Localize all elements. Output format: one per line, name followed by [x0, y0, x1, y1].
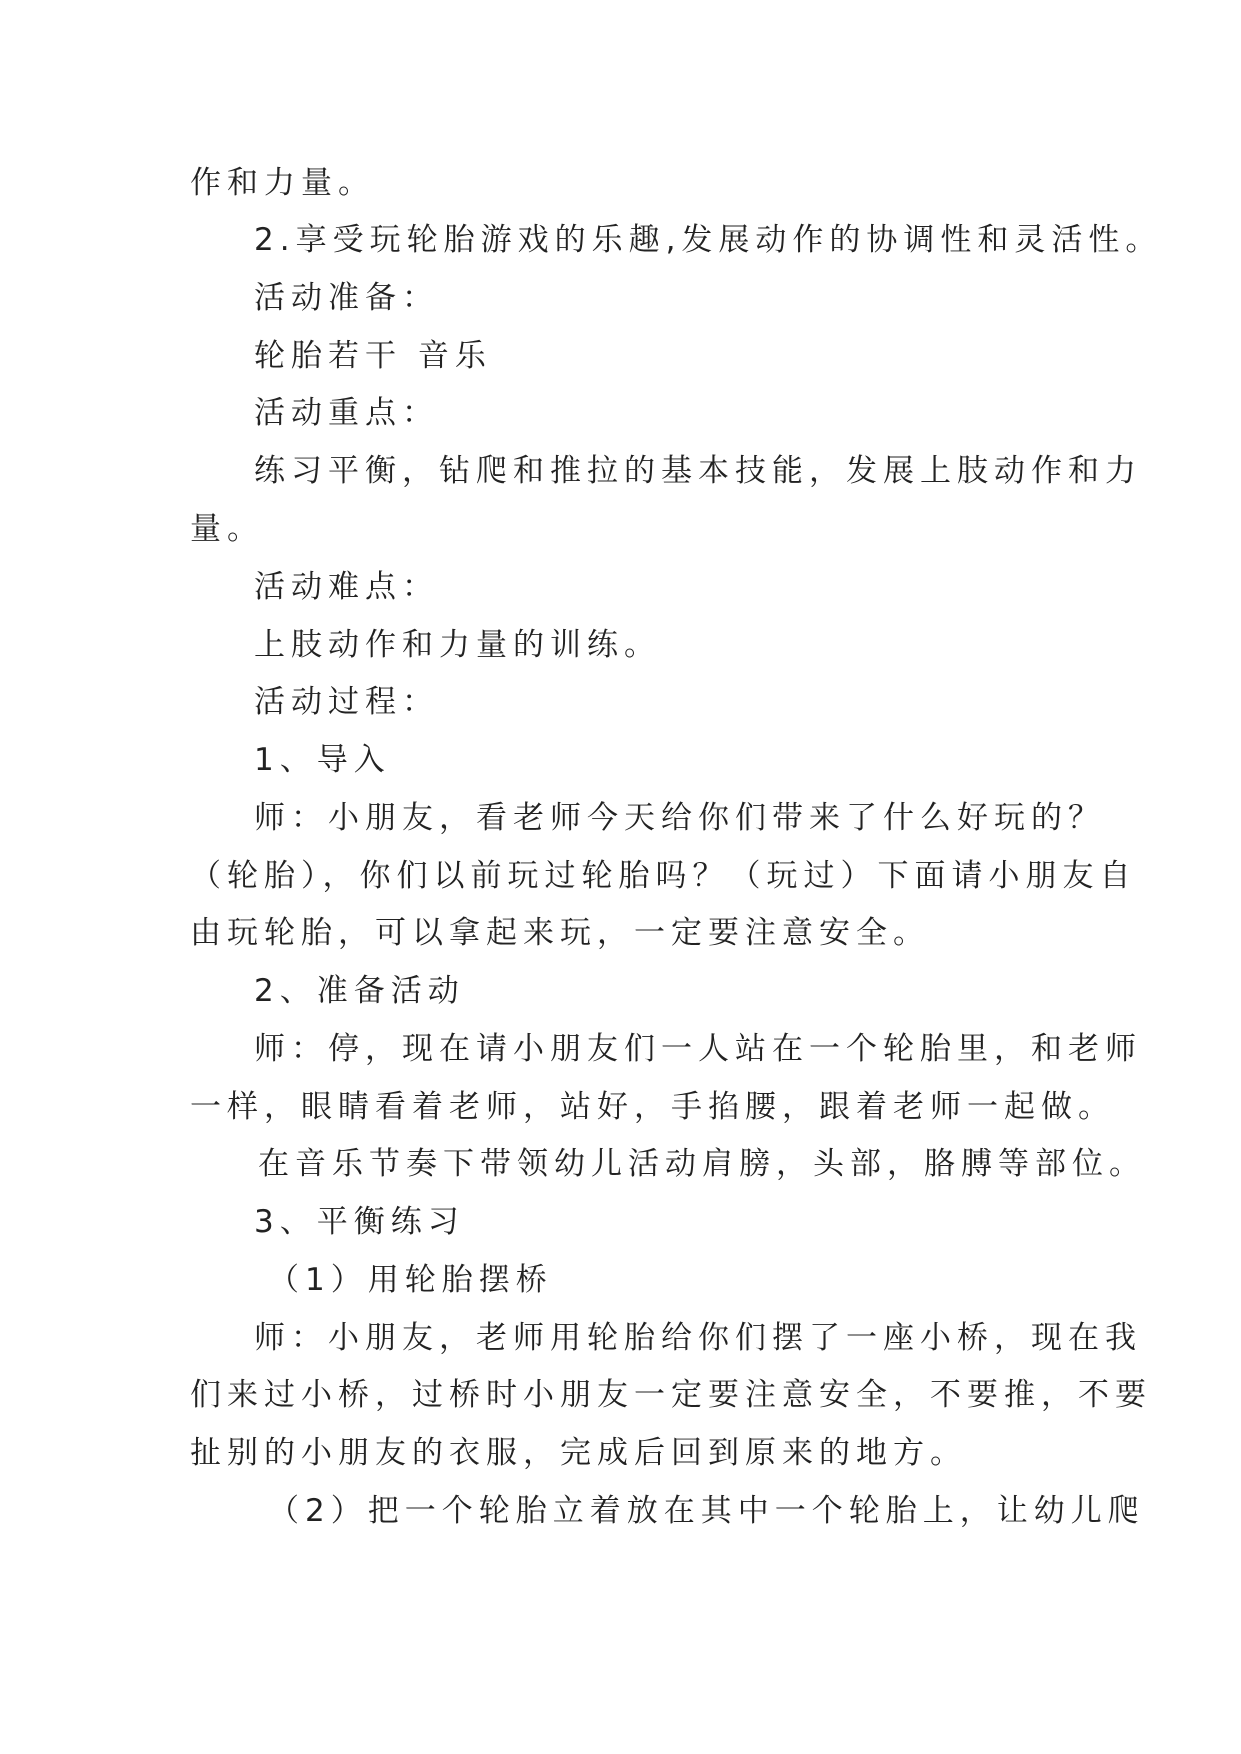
- text-line: 作和力量。: [190, 165, 375, 201]
- subsection-heading: 2、准备活动: [254, 973, 465, 1009]
- list-item-heading: （1）用轮胎摆桥: [268, 1262, 553, 1298]
- text-line: 一样，眼睛看着老师，站好，手掐腰，跟着老师一起做。: [190, 1089, 1115, 1125]
- section-heading: 活动准备：: [254, 280, 439, 316]
- subsection-heading: 3、平衡练习: [254, 1204, 465, 1240]
- text-line: 轮胎若干 音乐: [254, 338, 492, 374]
- text-line: 在音乐节奏下带领幼儿活动肩膀，头部，胳膊等部位。: [258, 1146, 1146, 1182]
- text-line: 2.享受玩轮胎游戏的乐趣,发展动作的协调性和灵活性。: [254, 222, 1163, 258]
- section-heading: 活动重点：: [254, 395, 439, 431]
- subsection-heading: 1、导入: [254, 742, 391, 778]
- text-line: 扯别的小朋友的衣服，完成后回到原来的地方。: [190, 1435, 967, 1471]
- section-heading: 活动难点：: [254, 569, 439, 605]
- text-line: 量。: [190, 511, 264, 547]
- text-line: 上肢动作和力量的训练。: [254, 627, 661, 663]
- text-line: 们来过小桥，过桥时小朋友一定要注意安全，不要推，不要: [190, 1377, 1152, 1413]
- text-line: 师：小朋友，看老师今天给你们带来了什么好玩的？: [254, 800, 1105, 836]
- section-heading: 活动过程：: [254, 684, 439, 720]
- text-line: 师：停，现在请小朋友们一人站在一个轮胎里，和老师: [254, 1031, 1142, 1067]
- text-line: 练习平衡，钻爬和推拉的基本技能，发展上肢动作和力: [254, 453, 1142, 489]
- text-line: 师：小朋友，老师用轮胎给你们摆了一座小桥，现在我: [254, 1320, 1142, 1356]
- text-line: 由玩轮胎，可以拿起来玩，一定要注意安全。: [190, 915, 930, 951]
- text-line: （2）把一个轮胎立着放在其中一个轮胎上，让幼儿爬: [268, 1493, 1145, 1529]
- text-line: （轮胎），你们以前玩过轮胎吗？（玩过）下面请小朋友自: [190, 858, 1137, 894]
